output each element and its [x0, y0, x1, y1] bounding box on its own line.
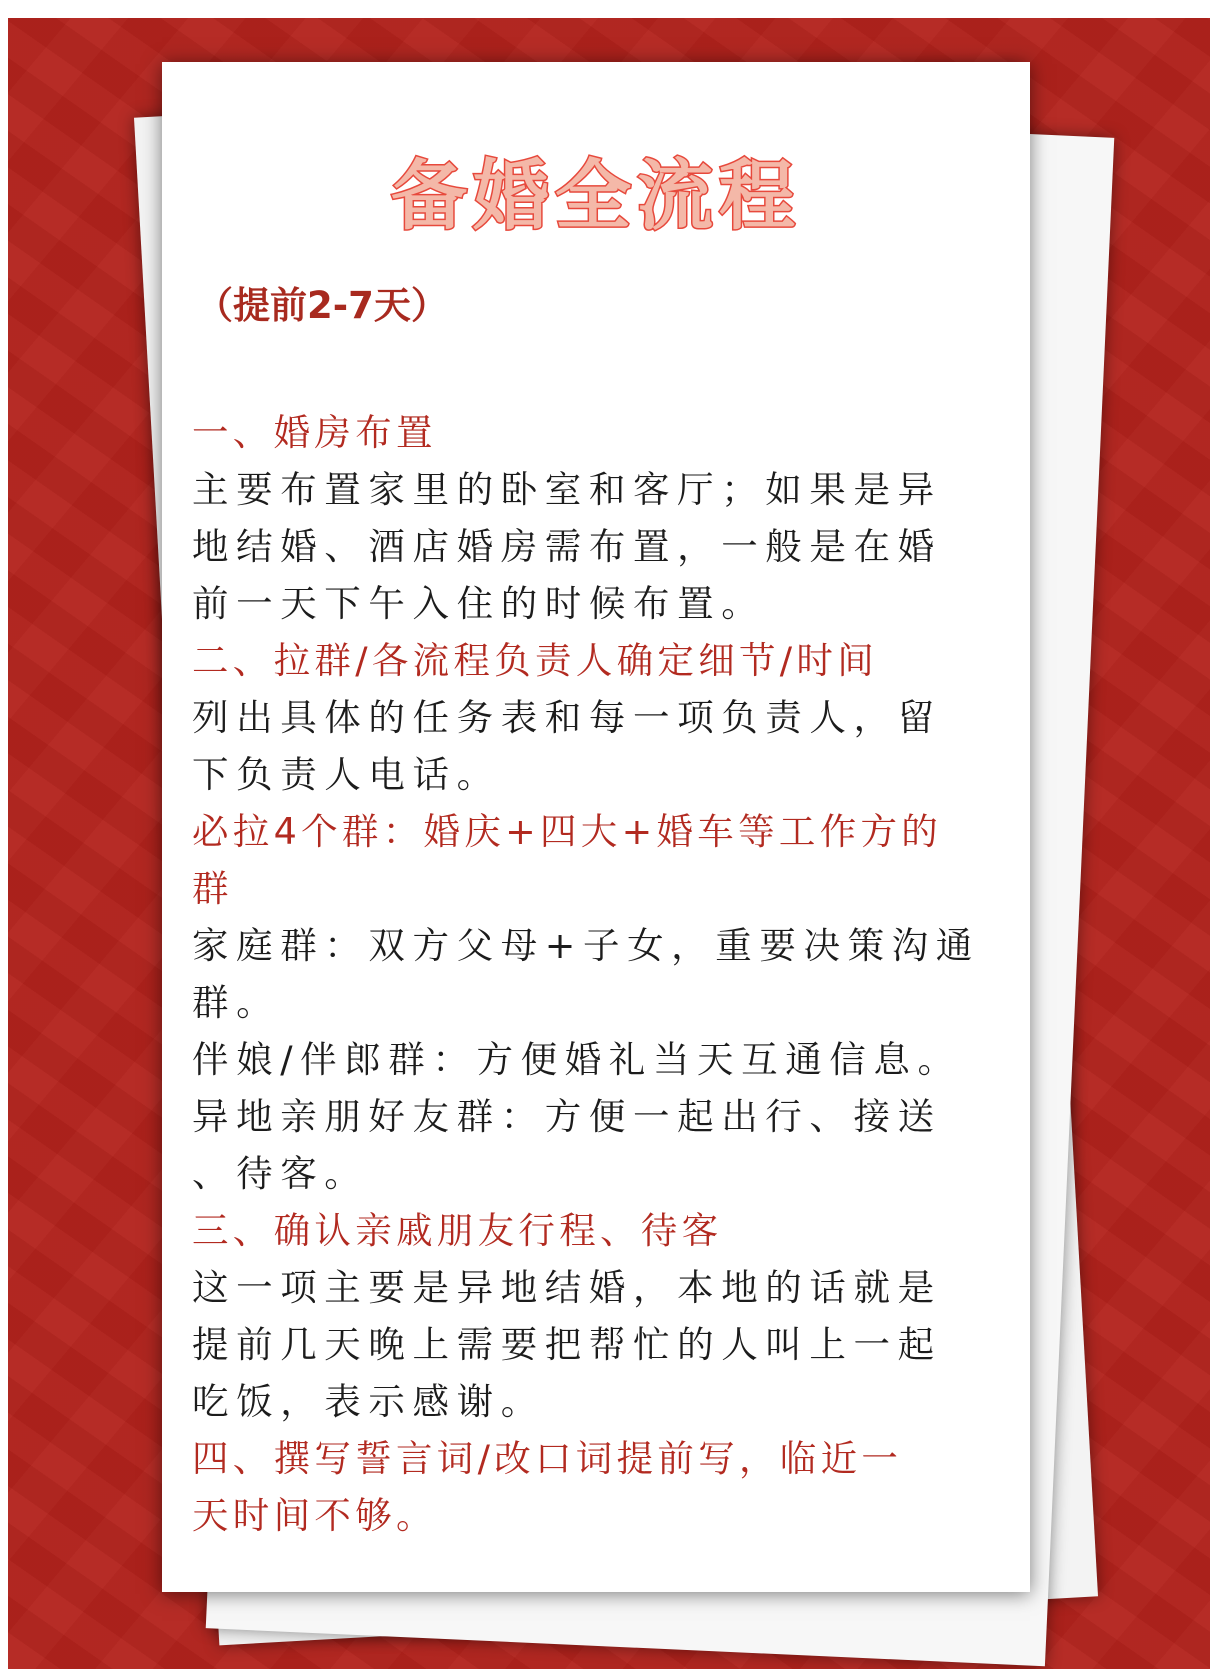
text-line: 列出具体的任务表和每一项负责人，留 — [192, 696, 942, 739]
text-line: 四、撰写誓言词/改口词提前写，临近一 — [192, 1437, 903, 1480]
text-lines — [192, 404, 1000, 1544]
page-title: 备婚全流程 — [391, 151, 801, 240]
text-line: 一、婚房布置 — [192, 411, 437, 454]
text-line: 群 — [192, 867, 233, 910]
text-line: 前一天下午入住的时候布置。 — [192, 582, 766, 625]
text-line: 家庭群：双方父母+子女，重要决策沟通 — [192, 924, 980, 967]
text-line: 、待客。 — [192, 1152, 369, 1195]
text-line: 二、拉群/各流程负责人确定细节/时间 — [192, 639, 878, 682]
text-line: 吃饭，表示感谢。 — [192, 1380, 545, 1423]
text-line: 提前几天晚上需要把帮忙的人叫上一起 — [192, 1323, 942, 1366]
note-content — [192, 150, 1000, 1544]
text-line: 必拉4个群：婚庆+四大+婚车等工作方的 — [192, 810, 943, 853]
subtitle-timeframe: （提前2-7天） — [196, 284, 448, 327]
text-line: 地结婚、酒店婚房需布置，一般是在婚 — [192, 525, 942, 568]
text-line: 这一项主要是异地结婚，本地的话就是 — [192, 1266, 942, 1309]
text-line: 伴娘/伴郎群：方便婚礼当天互通信息。 — [192, 1038, 962, 1081]
text-line: 三、确认亲戚朋友行程、待客 — [192, 1209, 723, 1252]
text-line: 主要布置家里的卧室和客厅；如果是异 — [192, 468, 942, 511]
text-line: 群。 — [192, 981, 281, 1024]
text-line: 天时间不够。 — [192, 1494, 437, 1537]
text-line: 异地亲朋好友群：方便一起出行、接送 — [192, 1095, 942, 1138]
text-line: 下负责人电话。 — [192, 753, 501, 796]
